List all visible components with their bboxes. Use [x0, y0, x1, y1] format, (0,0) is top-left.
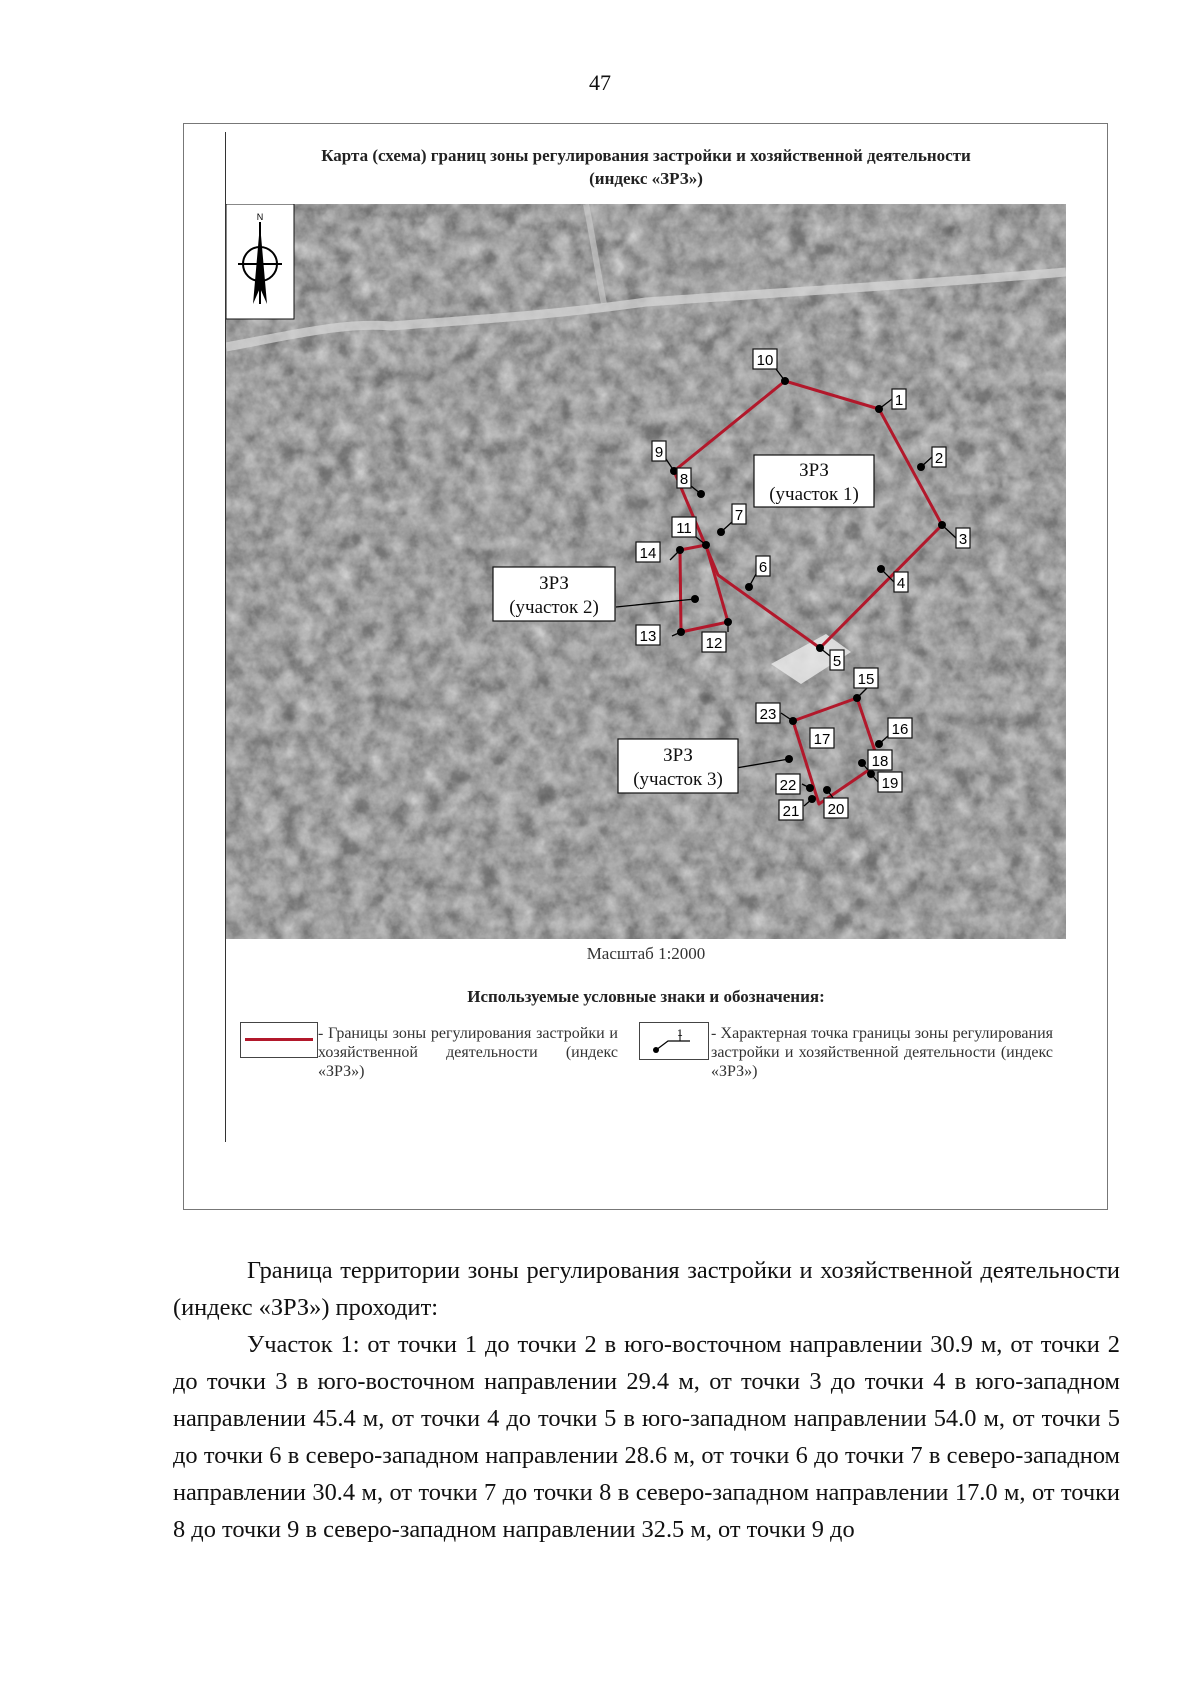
point-label-11 — [672, 517, 696, 537]
point-label-3 — [956, 528, 970, 548]
point-label-5 — [830, 650, 844, 670]
svg-text:22: 22 — [779, 777, 797, 794]
zone-label-1 — [754, 455, 874, 507]
north-letter: N — [256, 212, 264, 222]
map-title-line-1: Карта (схема) границ зоны регулирования застройки и хозяйственной деятельности — [321, 146, 971, 165]
svg-text:8: 8 — [679, 471, 689, 488]
paragraph-boundary-intro: Граница территории зоны регулирования застройки и хозяйственной деятельности (индекс «ЗРЗ») проходит: — [173, 1257, 1120, 1321]
svg-text:20: 20 — [827, 801, 845, 818]
point-label-7 — [732, 504, 746, 524]
svg-text:15: 15 — [857, 671, 875, 688]
svg-text:10: 10 — [756, 352, 774, 369]
svg-text:14: 14 — [639, 545, 657, 562]
svg-text:9: 9 — [654, 444, 664, 461]
map-title — [226, 144, 1066, 190]
svg-text:17: 17 — [813, 731, 831, 748]
svg-text:6: 6 — [758, 559, 768, 576]
legend-boundary-sample — [240, 1022, 318, 1058]
zone-label-3-sub: (участок 3) — [633, 769, 723, 790]
svg-text:11: 11 — [676, 520, 692, 537]
point-label-19 — [878, 772, 902, 792]
point-label-9 — [652, 441, 666, 461]
point-label-22 — [776, 774, 800, 794]
zone-label-3 — [618, 739, 738, 793]
svg-text:5: 5 — [832, 653, 842, 670]
point-label-6 — [756, 556, 770, 576]
point-label-2 — [932, 447, 946, 467]
svg-text:21: 21 — [782, 803, 800, 820]
zone-label-1-sub: (участок 1) — [769, 484, 859, 505]
point-label-20 — [824, 798, 848, 818]
svg-text:1: 1 — [894, 392, 904, 409]
svg-text:16: 16 — [891, 721, 909, 738]
svg-text:7: 7 — [734, 507, 744, 524]
svg-text:13: 13 — [639, 628, 657, 645]
paragraph-site-1: Участок 1: от точки 1 до точки 2 в юго-восточном направлении 30.9 м, от точки 2 до точки 3 в юго-восточном направлении 29.4 м, от точки 3 до точки 4 в юго-западном направлении 45.4 м, от точки 4 до точки 5 в юго-западном направлении 54.0 м, от точки 5 до точки 6 в северо-западном направлении 28.6 м, от точки 6 до точки 7 в северо-западном направлении 30.4 м, от точки 7 до точки 8 в северо-западном направлении 17.0 м, от точки 8 до точки 9 в северо-западном направлении 32.5 м, от точки 9 до — [173, 1331, 1120, 1543]
point-label-15 — [854, 668, 878, 688]
svg-text:4: 4 — [896, 575, 906, 592]
point-label-1 — [892, 389, 906, 409]
legend-point-text: - Характерная точка границы зоны регулирования застройки и хозяйственной деятельности (индекс «ЗРЗ») — [711, 1025, 1053, 1080]
body-text — [173, 1252, 1120, 1548]
legend-boundary-line — [245, 1038, 313, 1041]
zone-label-2-title: ЗРЗ — [539, 573, 569, 594]
svg-text:23: 23 — [759, 706, 777, 723]
legend-boundary-text: - Границы зоны регулирования застройки и хозяйственной деятельности (индекс «ЗРЗ») — [318, 1025, 618, 1080]
map-foliage-texture — [226, 204, 1066, 939]
point-label-12 — [702, 632, 726, 652]
aerial-map — [226, 204, 1066, 939]
zone-label-2-sub: (участок 2) — [509, 597, 599, 618]
svg-text:3: 3 — [958, 531, 968, 548]
point-label-13 — [636, 625, 660, 645]
point-label-21 — [779, 800, 803, 820]
point-label-23 — [756, 703, 780, 723]
figure-frame — [183, 123, 1108, 1210]
point-label-8 — [677, 468, 691, 488]
point-label-17 — [810, 728, 834, 748]
legend-point-sample-label: 1 — [677, 1028, 683, 1038]
zone-label-2 — [493, 567, 615, 621]
point-label-10 — [753, 349, 777, 369]
point-label-16 — [888, 718, 912, 738]
map-title-line-2: (индекс «ЗРЗ») — [589, 169, 703, 188]
point-label-4 — [894, 572, 908, 592]
svg-text:12: 12 — [705, 635, 723, 652]
north-arrow — [226, 204, 294, 319]
svg-text:2: 2 — [934, 450, 944, 467]
svg-text:18: 18 — [871, 753, 889, 770]
map-scale: Масштаб 1:2000 — [586, 944, 706, 963]
zone-label-3-title: ЗРЗ — [663, 745, 693, 766]
legend-title: Используемые условные знаки и обозначения: — [467, 987, 825, 1006]
point-label-14 — [636, 542, 660, 562]
svg-text:19: 19 — [881, 775, 899, 792]
legend-point-sample — [639, 1022, 709, 1060]
page-number: 47 — [589, 70, 611, 95]
point-label-18 — [868, 750, 892, 770]
zone-label-1-title: ЗРЗ — [799, 460, 829, 481]
